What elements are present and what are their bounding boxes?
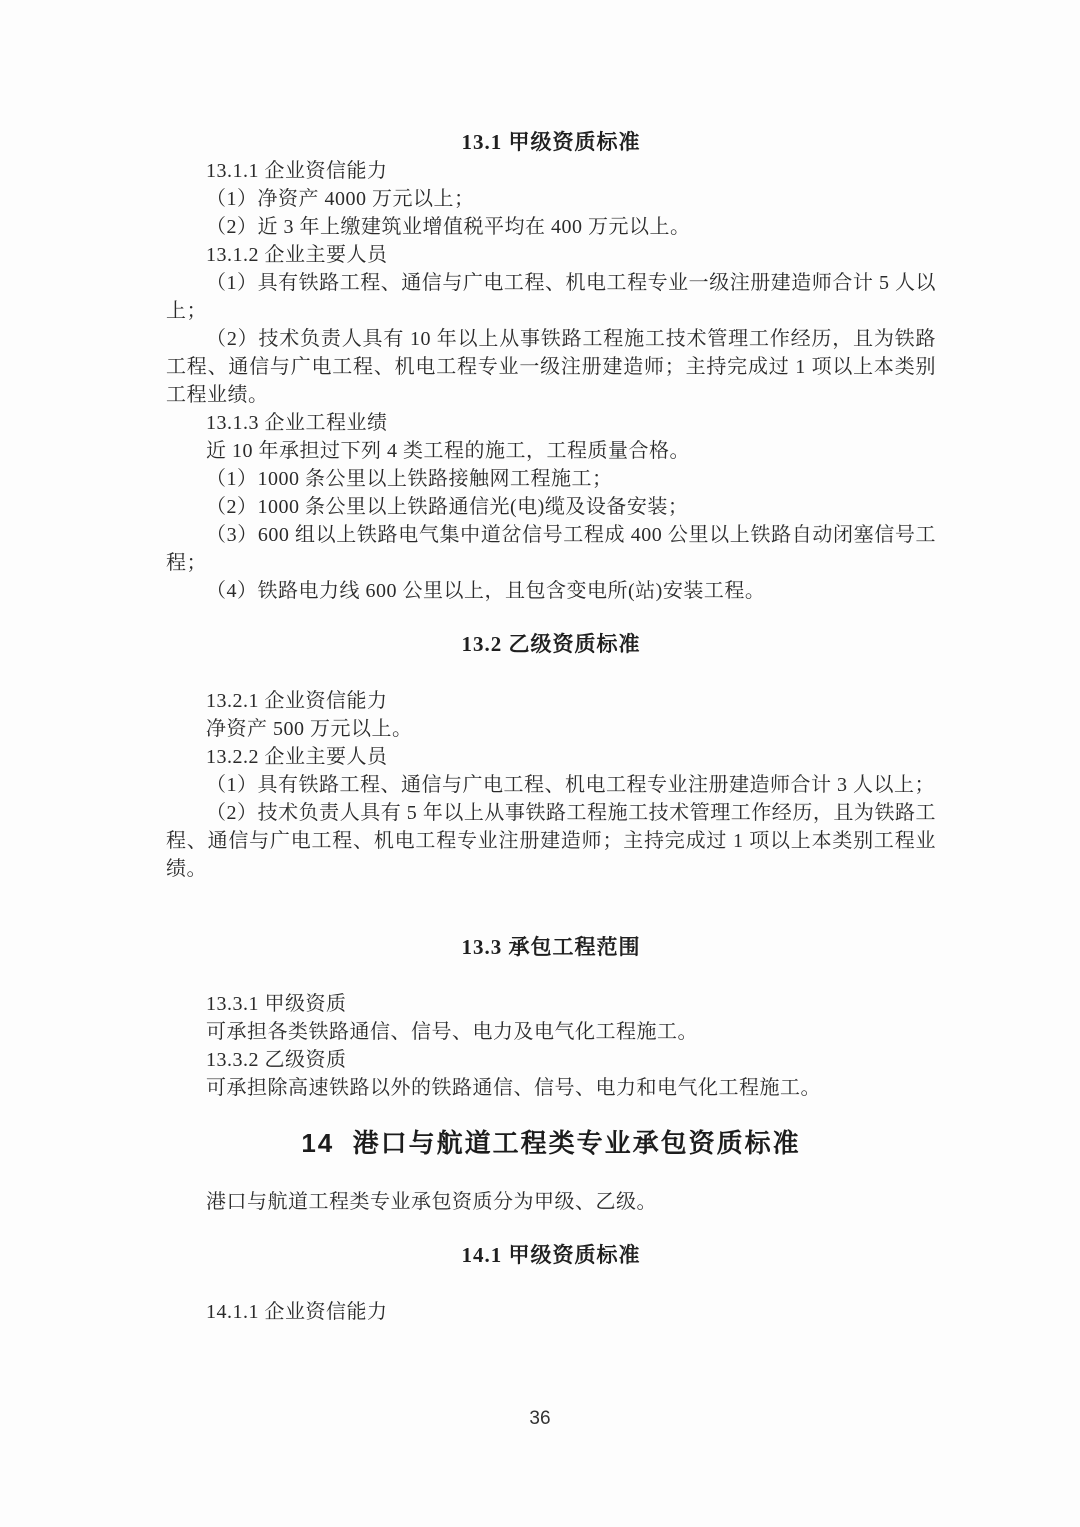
paragraph: 13.2.1 企业资信能力 xyxy=(206,690,388,712)
paragraph: （3）600 组以上铁路电气集中道岔信号工程成 400 公里以上铁路自动闭塞信号工程； xyxy=(166,524,936,574)
paragraph: 可承担除高速铁路以外的铁路通信、信号、电力和电气化工程施工。 xyxy=(206,1077,821,1099)
paragraph: （4）铁路电力线 600 公里以上，且包含变电所(站)安装工程。 xyxy=(206,580,766,602)
section-heading: 14.1 甲级资质标准 xyxy=(461,1243,641,1267)
page-number: 36 xyxy=(529,1408,551,1429)
paragraph: （1）具有铁路工程、通信与广电工程、机电工程专业注册建造师合计 3 人以上； xyxy=(206,774,935,796)
page-content xyxy=(166,128,936,1326)
paragraph: 13.1.1 企业资信能力 xyxy=(206,160,388,182)
paragraph: 14.1.1 企业资信能力 xyxy=(206,1301,388,1323)
chapter-heading: 14 港口与航道工程类专业承包资质标准 xyxy=(301,1128,801,1158)
paragraph: 港口与航道工程类专业承包资质分为甲级、乙级。 xyxy=(206,1191,657,1213)
paragraph: 近 10 年承担过下列 4 类工程的施工，工程质量合格。 xyxy=(206,440,690,462)
section-heading: 13.1 甲级资质标准 xyxy=(461,130,641,154)
paragraph: 13.1.3 企业工程业绩 xyxy=(206,412,388,434)
paragraph: 13.1.2 企业主要人员 xyxy=(206,244,388,266)
paragraph: 13.3.2 乙级资质 xyxy=(206,1049,347,1071)
paragraph: 净资产 500 万元以上。 xyxy=(206,718,413,740)
paragraph: （2）1000 条公里以上铁路通信光(电)缆及设备安装； xyxy=(206,496,689,518)
section-heading: 13.3 承包工程范围 xyxy=(461,935,641,959)
paragraph: （2）近 3 年上缴建筑业增值税平均在 400 万元以上。 xyxy=(206,216,691,238)
paragraph: 13.2.2 企业主要人员 xyxy=(206,746,388,768)
paragraph: （1）净资产 4000 万元以上； xyxy=(206,188,475,210)
paragraph: 13.3.1 甲级资质 xyxy=(206,993,347,1015)
paragraph: 可承担各类铁路通信、信号、电力及电气化工程施工。 xyxy=(206,1021,698,1043)
paragraph: （2）技术负责人具有 5 年以上从事铁路工程施工技术管理工作经历，且为铁路工程、通信与广电工程、机电工程专业注册建造师；主持完成过 1 项以上本类别工程业绩。 xyxy=(166,802,936,880)
section-heading: 13.2 乙级资质标准 xyxy=(461,632,641,656)
paragraph: （2）技术负责人具有 10 年以上从事铁路工程施工技术管理工作经历，且为铁路工程、通信与广电工程、机电工程专业一级注册建造师；主持完成过 1 项以上本类别工程业绩。 xyxy=(166,328,936,406)
paragraph: （1）具有铁路工程、通信与广电工程、机电工程专业一级注册建造师合计 5 人以上； xyxy=(166,272,936,322)
paragraph: （1）1000 条公里以上铁路接触网工程施工； xyxy=(206,468,613,490)
